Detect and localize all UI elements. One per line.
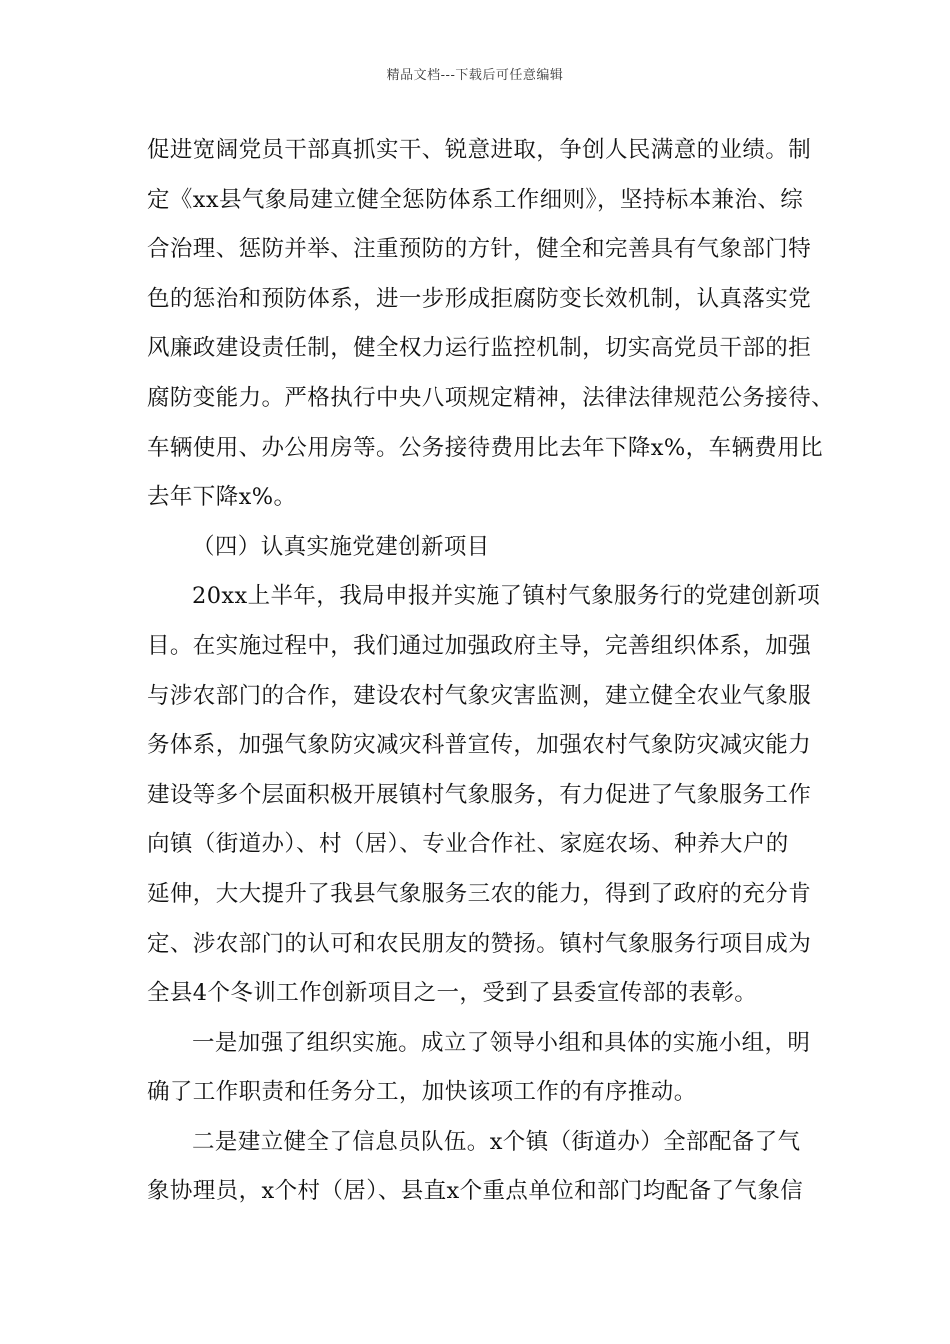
text-line: 合治理、惩防并举、注重预防的方针，健全和完善具有气象部门特: [147, 236, 812, 263]
text-line: 务体系，加强气象防灾减灾科普宣传，加强农村气象防灾减灾能力: [147, 732, 812, 759]
text-line: 全县4个冬训工作创新项目之一，受到了县委宣传部的表彰。: [147, 980, 758, 1007]
text-line: 车辆使用、办公用房等。公务接待费用比去年下降x%，车辆费用比: [147, 434, 824, 461]
text-line: 建设等多个层面积极开展镇村气象服务，有力促进了气象服务工作: [147, 781, 812, 808]
text-line: 定、涉农部门的认可和农民朋友的赞扬。镇村气象服务行项目成为: [147, 930, 812, 957]
text-line: 风廉政建设责任制，健全权力运行监控机制，切实高党员干部的拒: [147, 335, 812, 362]
text-line: 腐防变能力。严格执行中央八项规定精神，法律法律规范公务接待、: [147, 384, 835, 411]
text-line: 向镇（街道办）、村（居）、专业合作社、家庭农场、种养大户的: [147, 831, 789, 858]
text-line: 与涉农部门的合作，建设农村气象灾害监测，建立健全农业气象服: [147, 682, 812, 709]
text-line: 象协理员，x个村（居）、县直x个重点单位和部门均配备了气象信: [147, 1178, 804, 1205]
text-line: 确了工作职责和任务分工，加快该项工作的有序推动。: [147, 1079, 697, 1106]
page-header: 精品文档---下载后可任意编辑: [386, 68, 564, 83]
text-line: 二是建立健全了信息员队伍。x个镇（街道办）全部配备了气: [192, 1128, 801, 1155]
text-line: 色的惩治和预防体系，进一步形成拒腐防变长效机制，认真落实党: [147, 285, 812, 312]
text-line: 目。在实施过程中，我们通过加强政府主导，完善组织体系，加强: [147, 632, 812, 659]
text-line: 20xx上半年，我局申报并实施了镇村气象服务行的党建创新项: [192, 583, 821, 610]
text-line: 定《xx县气象局建立健全惩防体系工作细则》，坚持标本兼治、综: [147, 186, 804, 213]
text-line: 促进宽阔党员干部真抓实干、锐意进取，争创人民满意的业绩。制: [147, 137, 812, 163]
text-line: 去年下降x%。: [147, 484, 297, 511]
document-body: [147, 126, 835, 1217]
text-line: 延伸，大大提升了我县气象服务三农的能力，得到了政府的充分肯: [147, 880, 812, 907]
text-line: 一是加强了组织实施。成立了领导小组和具体的实施小组，明: [192, 1029, 811, 1056]
section-heading: （四）认真实施党建创新项目: [192, 533, 490, 560]
